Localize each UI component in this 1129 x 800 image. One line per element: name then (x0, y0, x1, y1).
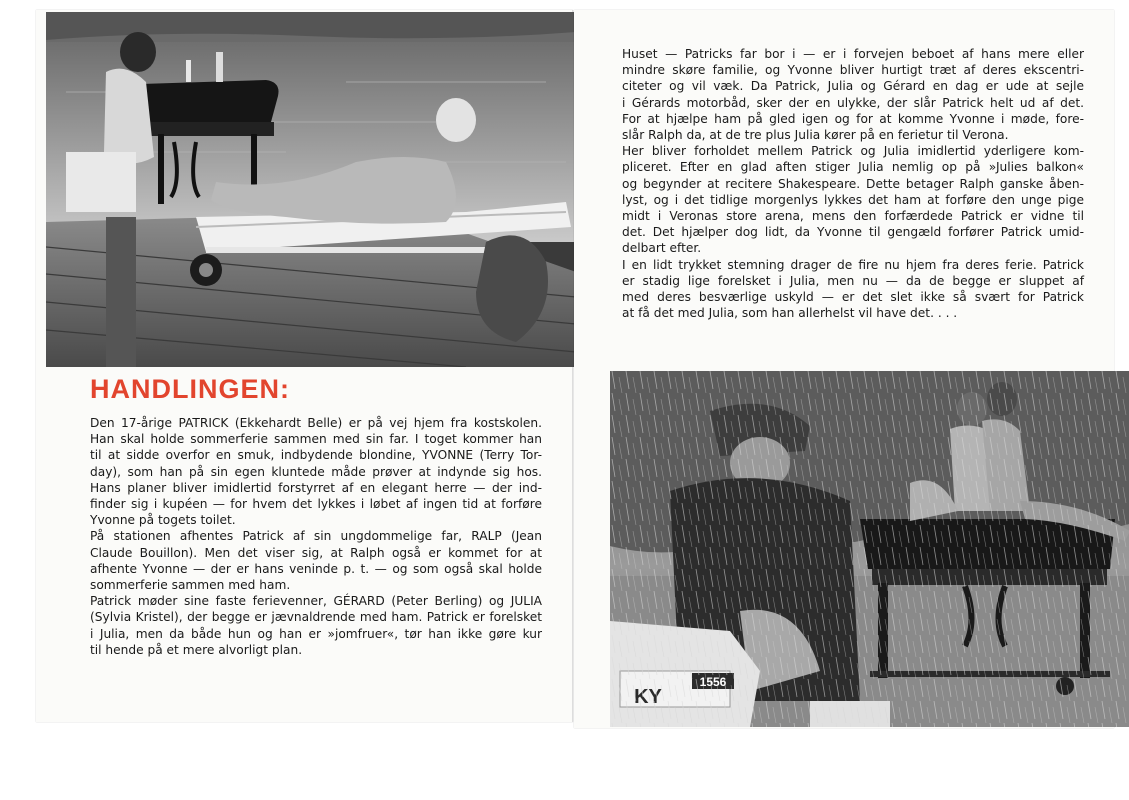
text-line: Den 17-årige PATRICK (Ekkehardt Belle) er på vej hjem fra kostskolen. (90, 416, 542, 430)
text-line: til at sidde overfor en smuk, indbydende blondine, YVONNE (Terry Tor- (90, 448, 542, 463)
text-line: Hans planer bliver imidlertid forstyrret af en elegant herre — der ind- (90, 480, 542, 495)
rain-piano-illustration (610, 371, 1129, 727)
section-heading: HANDLINGEN: (90, 374, 290, 404)
text-line: delbart efter. (622, 241, 702, 256)
text-line: Claude Bouillon). Men det viser sig, at Ralph også er kommet for at (90, 545, 542, 560)
text-line: og begynder at recitere Shakespeare. Dette betager Ralph ganske åben- (622, 176, 1084, 191)
text-line: med deres besværlige uskyld — er det slet ikke så svært for Patrick (622, 290, 1084, 305)
text-line: Huset — Patricks far bor i — er i forvejen beboet af hans mere eller (622, 47, 1084, 61)
text-line: midt i Veronas store arena, mens den forfærdede Patrick er vidne til (622, 209, 1084, 224)
left-page (36, 10, 573, 722)
text-line: pliceret. Efter en glad aften stiger Julia nemlig op på »Julies balkon« (622, 160, 1084, 175)
text-line: Yvonne på togets toilet. (90, 513, 236, 528)
text-line: På stationen afhentes Patrick af sin ungdommelige far, RALP (Jean (90, 529, 542, 544)
text-line: Her bliver forholdet mellem Patrick og Julia imidlertid yderligere kom- (622, 144, 1084, 159)
rain-piano-photo (610, 371, 1129, 727)
synopsis-part-2 (622, 46, 1084, 321)
text-line: i Gérards motorbåd, sker der en ulykke, der slår Patrick helt ud af det. (622, 95, 1084, 110)
text-line: slår Ralph da, at de tre plus Julia kører på en ferietur til Verona. (622, 128, 1009, 143)
text-line: For at hjælpe ham på gled igen og for at komme Yvonne i møde, fore- (622, 111, 1084, 126)
text-line: finder sig i kupéen — for hvem det lykkes i løbet af ingen tid at forføre (90, 497, 542, 512)
text-line: afhente Yvonne — der er hans veninde p. t. — og som også skal holde (90, 561, 542, 576)
text-line: det. Det hjælper dog lidt, da Yvonne til gengæld forfører Patrick umid- (622, 225, 1084, 240)
text-line: citeter og vil væk. Da Patrick, Julia og Gérard en dag er ude at sejle (622, 79, 1084, 94)
text-line: er stadig lige forelsket i Julia, men nu — da de begge er sluppet af (622, 273, 1084, 288)
text-line: sommerferie sammen med ham. (90, 578, 291, 593)
dock-piano-photo (46, 12, 576, 367)
text-line: Patrick møder sine faste ferievenner, GÉRARD (Peter Berling) og JULIA (90, 594, 542, 609)
synopsis-part-1 (90, 415, 542, 658)
text-line: I en lidt trykket stemning drager de fire nu hjem fra deres ferie. Patrick (622, 257, 1084, 272)
dock-piano-illustration (46, 12, 576, 367)
text-line: lyst, og i det tidlige morgenlys lykkes det ham at forføre den unge pige (622, 192, 1084, 207)
text-line: day), som han på sin egen kluntede måde prøver at indynde sig hos. (90, 464, 542, 479)
booklet-spread (36, 10, 1118, 730)
text-line: mindre skøre familie, og Yvonne bliver hurtigt træt af deres ekscentri- (622, 63, 1084, 78)
text-line: at få det med Julia, som han allerhelst vil have det. . . . (622, 306, 958, 321)
text-line: (Sylvia Kristel), der begge er jævnaldrende med ham. Patrick er forelsket (90, 610, 542, 625)
text-line: i Julia, men da både hun og han er »jomfruer«, tør han ikke gøre kur (90, 626, 542, 641)
text-line: Han skal holde sommerferie sammen med sin far. I toget kommer han (90, 432, 542, 447)
text-line: til hende på et mere alvorligt plan. (90, 642, 303, 657)
right-page (574, 10, 1114, 728)
